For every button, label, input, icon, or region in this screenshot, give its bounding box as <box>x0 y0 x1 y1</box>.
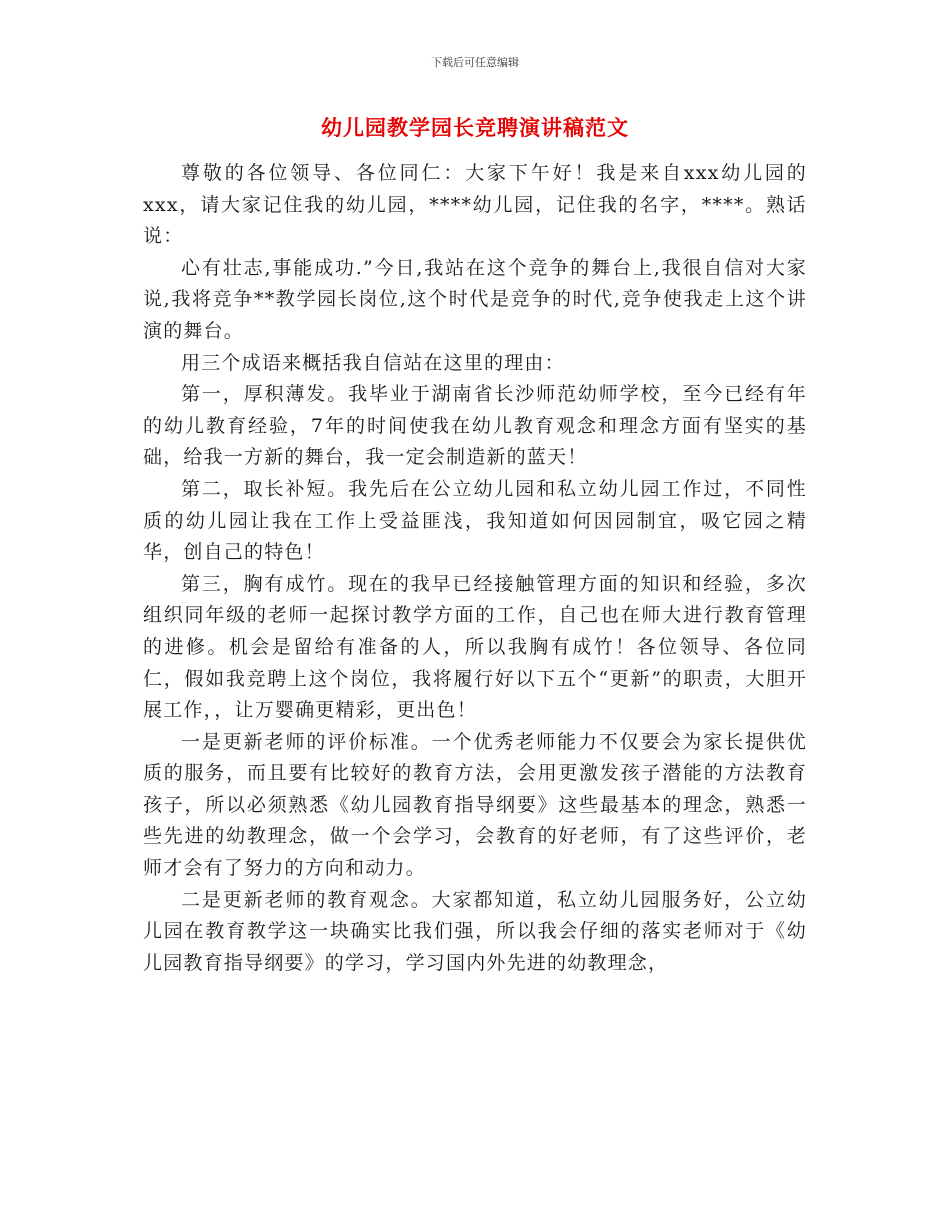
document-body <box>143 158 807 979</box>
paragraph-reason-three: 第三，胸有成竹。现在的我早已经接触管理方面的知识和经验，多次组织同年级的老师一起探讨教学方面的工作，自己也在师大进行教育管理的进修。机会是留给有准备的人，所以我胸有成竹！各位领导、各位同仁，假如我竞聘上这个岗位，我将履行好以下五个“更新”的职责，大胆开展工作，，让万婴确更精彩，更出色！ <box>143 572 807 722</box>
paragraph-update-two: 二是更新老师的教育观念。大家都知道，私立幼儿园服务好，公立幼儿园在教育教学这一块确实比我们强，所以我会仔细的落实老师对于《幼儿园教育指导纲要》的学习，学习国内外先进的幼教理念， <box>143 888 807 974</box>
paragraph-reason-one: 第一，厚积薄发。我毕业于湖南省长沙师范幼师学校，至今已经有年的幼儿教育经验，7年的时间使我在幼儿教育观念和理念方面有坚实的基础，给我一方新的舞台，我一定会制造新的蓝天！ <box>143 383 807 469</box>
paragraph-update-one: 一是更新老师的评价标准。一个优秀老师能力不仅要会为家长提供优质的服务，而且要有比较好的教育方法，会用更激发孩子潜能的方法教育孩子，所以必须熟悉《幼儿园教育指导纲要》这些最基本的理念，熟悉一些先进的幼教理念，做一个会学习，会教育的好老师，有了这些评价，老师才会有了努力的方向和动力。 <box>143 730 807 880</box>
document-title: 幼儿园教学园长竞聘演讲稿范文 <box>321 115 629 140</box>
paragraph-motto: 心有壮志,事能成功.”今日,我站在这个竞争的舞台上,我很自信对大家说,我将竞争**教学园长岗位,这个时代是竞争的时代,竞争使我走上这个讲演的舞台。 <box>143 256 807 342</box>
paragraph-reasons-intro: 用三个成语来概括我自信站在这里的理由： <box>181 351 565 374</box>
header-note: 下载后可任意编辑 <box>431 56 519 69</box>
paragraph-greeting: 尊敬的各位领导、各位同仁：大家下午好！我是来自xxx幼儿园的xxx，请大家记住我的幼儿园，****幼儿园，记住我的名字，****。熟话说： <box>143 162 807 248</box>
paragraph-reason-two: 第二，取长补短。我先后在公立幼儿园和私立幼儿园工作过，不同性质的幼儿园让我在工作上受益匪浅，我知道如何因园制宜，吸它园之精华，创自己的特色！ <box>143 477 807 564</box>
